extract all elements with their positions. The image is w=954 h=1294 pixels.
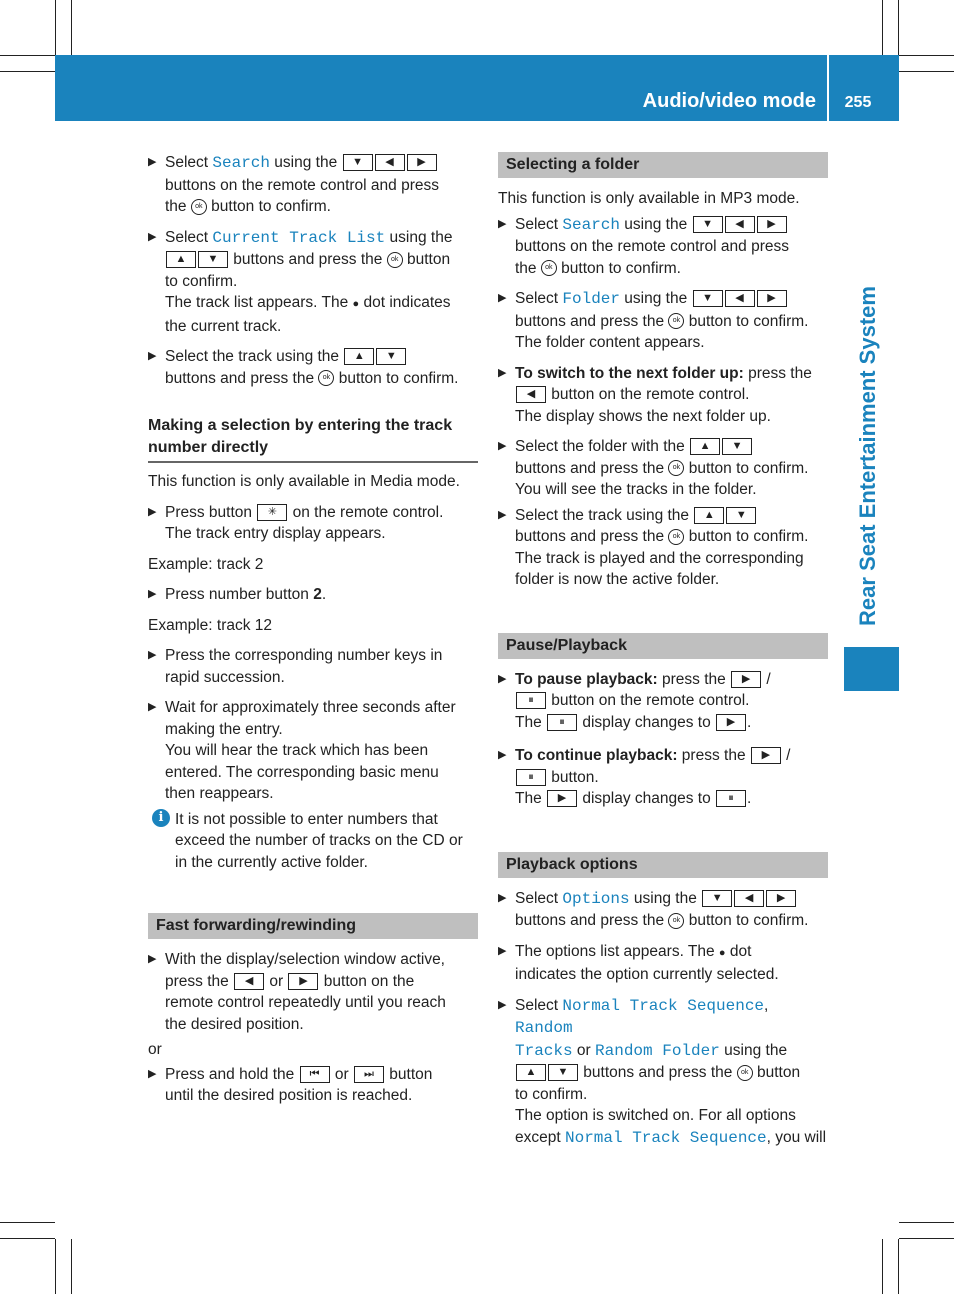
down-button-icon: ▼ bbox=[343, 154, 373, 171]
step-select-folder-with bbox=[498, 436, 828, 501]
bold-text: To switch to the next folder up: bbox=[515, 364, 744, 382]
text: buttons and press the bbox=[515, 312, 669, 330]
step-select-search bbox=[148, 152, 478, 218]
text: The track is played and the corresponding bbox=[515, 549, 804, 567]
text: button to confirm. bbox=[684, 312, 809, 330]
ok-button-icon: ok bbox=[541, 260, 557, 276]
ok-button-icon: ok bbox=[387, 252, 403, 268]
step-wait bbox=[148, 697, 478, 805]
ok-button-icon: ok bbox=[668, 313, 684, 329]
text: / bbox=[781, 747, 791, 764]
down-button-icon: ▼ bbox=[198, 251, 228, 268]
info-note bbox=[148, 809, 478, 874]
text: the bbox=[165, 198, 191, 215]
text: buttons and press the bbox=[515, 459, 669, 477]
text: using the bbox=[385, 228, 453, 246]
display-text-tracks: Tracks bbox=[515, 1041, 573, 1060]
text: / bbox=[762, 670, 771, 688]
text: except bbox=[515, 1128, 565, 1146]
ok-button-icon: ok bbox=[668, 460, 684, 476]
text: to confirm. bbox=[165, 272, 238, 290]
text: rapid succession. bbox=[165, 668, 285, 686]
text: You will see the tracks in the folder. bbox=[515, 481, 757, 498]
right-button-icon: ▶ bbox=[766, 890, 796, 907]
text: Select bbox=[515, 215, 563, 233]
pause-icon: ⏸ bbox=[516, 769, 546, 786]
up-button-icon: ▲ bbox=[516, 1064, 546, 1081]
text: You will hear the track which has been bbox=[165, 742, 429, 759]
ok-button-icon: ok bbox=[737, 1065, 753, 1081]
text: . bbox=[747, 790, 752, 807]
text: . bbox=[747, 713, 752, 731]
crop-mark bbox=[882, 0, 883, 55]
crop-mark bbox=[0, 71, 55, 72]
text: press the bbox=[677, 747, 750, 764]
text: until the desired position is reached. bbox=[165, 1087, 413, 1104]
crop-mark bbox=[899, 1238, 954, 1239]
text: using the bbox=[620, 290, 692, 307]
text: using the bbox=[620, 215, 692, 233]
step-select-search bbox=[498, 214, 828, 280]
up-button-icon: ▲ bbox=[166, 251, 196, 268]
text: Select the folder with the bbox=[515, 438, 690, 455]
bold-text: To continue playback: bbox=[515, 747, 678, 764]
text: buttons on the remote control and press bbox=[165, 176, 439, 194]
text: display changes to bbox=[578, 790, 716, 807]
step-select-track-list bbox=[148, 227, 478, 338]
crop-mark bbox=[0, 55, 55, 56]
or-label: or bbox=[148, 1041, 162, 1058]
next-track-icon: ⏭ bbox=[354, 1066, 384, 1083]
text: Press number button bbox=[165, 586, 314, 603]
text: using the bbox=[629, 889, 702, 907]
left-button-icon: ◀ bbox=[375, 154, 405, 171]
text: buttons and press the bbox=[165, 369, 319, 387]
left-button-icon: ◀ bbox=[725, 290, 755, 307]
crop-mark bbox=[899, 71, 954, 72]
crop-mark bbox=[71, 1239, 72, 1294]
text: button bbox=[752, 1064, 801, 1081]
crop-mark bbox=[0, 1222, 55, 1223]
text: folder is now the active folder. bbox=[515, 571, 720, 588]
down-button-icon: ▼ bbox=[693, 216, 723, 233]
text: button on the remote control. bbox=[547, 386, 750, 403]
text: the bbox=[515, 259, 541, 277]
text: , bbox=[764, 996, 769, 1014]
up-button-icon: ▲ bbox=[344, 348, 374, 365]
section-heading-fast-forwarding: Fast forwarding/rewinding bbox=[148, 913, 478, 939]
bold-text: To pause playback: bbox=[515, 670, 658, 688]
text: press the bbox=[165, 972, 234, 990]
text: button. bbox=[547, 768, 599, 786]
crop-mark bbox=[55, 0, 56, 55]
up-button-icon: ▲ bbox=[694, 507, 724, 524]
dot-icon: ● bbox=[352, 298, 360, 310]
step-select-track bbox=[148, 346, 478, 389]
text: The bbox=[515, 713, 547, 731]
text: buttons and press the bbox=[229, 251, 387, 268]
play-icon: ▶ bbox=[716, 714, 746, 731]
text: Select the track using the bbox=[515, 506, 694, 524]
text: ▶ Wait for approximately three seconds after bbox=[165, 699, 456, 716]
ok-button-icon: ok bbox=[668, 913, 684, 929]
section-heading-pause-playback: Pause/Playback bbox=[498, 633, 828, 659]
text: Select bbox=[165, 228, 213, 246]
text: buttons and press the bbox=[515, 912, 669, 929]
step-select-folder bbox=[498, 288, 828, 354]
text: or bbox=[572, 1041, 596, 1059]
text: button to confirm. bbox=[334, 369, 459, 387]
number-text: 2 bbox=[313, 586, 322, 603]
paragraph: This function is only available in MP3 mode. bbox=[498, 190, 800, 207]
star-button-icon: ✳ bbox=[257, 504, 287, 521]
text: Press button bbox=[165, 503, 257, 521]
text: The options list appears. The bbox=[515, 942, 719, 960]
chapter-title: Rear Seat Entertainment System bbox=[855, 286, 880, 626]
down-button-icon: ▼ bbox=[376, 348, 406, 365]
text: ▶ With the display/selection window active, bbox=[165, 951, 445, 968]
text: Press and hold the bbox=[165, 1065, 299, 1083]
crop-mark bbox=[899, 55, 954, 56]
text: to confirm. bbox=[515, 1085, 588, 1103]
text: The option is switched on. For all options bbox=[515, 1107, 796, 1124]
pause-icon: ⏸ bbox=[716, 790, 746, 807]
display-text-random: Random bbox=[515, 1019, 573, 1037]
step-options-list bbox=[498, 941, 828, 986]
text: or bbox=[330, 1065, 353, 1083]
right-button-icon: ▶ bbox=[757, 290, 787, 307]
down-button-icon: ▼ bbox=[548, 1064, 578, 1081]
text: ▶ Press the corresponding number keys in bbox=[165, 647, 443, 664]
text: button on the bbox=[319, 972, 415, 990]
text: Select bbox=[165, 154, 213, 171]
text: It is not possible to enter numbers that bbox=[175, 810, 438, 828]
crop-mark bbox=[898, 1239, 899, 1294]
display-text-random-folder: Random Folder bbox=[595, 1041, 720, 1060]
display-text-normal-sequence: Normal Track Sequence bbox=[562, 996, 765, 1015]
crop-mark bbox=[71, 0, 72, 55]
left-column bbox=[148, 152, 478, 1116]
text: press the bbox=[743, 364, 812, 382]
step-continue-playback bbox=[498, 745, 828, 810]
ok-button-icon: ok bbox=[191, 199, 207, 215]
header-divider bbox=[827, 55, 829, 121]
text: display changes to bbox=[578, 713, 716, 731]
display-text-options: Options bbox=[562, 889, 630, 908]
crop-mark bbox=[882, 1239, 883, 1294]
text: Select the track using the bbox=[165, 348, 344, 365]
example-label: Example: track 2 bbox=[148, 555, 264, 573]
text: The track entry display appears. bbox=[165, 525, 386, 542]
text: buttons on the remote control and press bbox=[515, 238, 789, 255]
step-press-keys bbox=[148, 645, 478, 688]
right-button-icon: ▶ bbox=[288, 973, 318, 990]
text: press the bbox=[657, 670, 731, 688]
display-text-folder: Folder bbox=[562, 290, 620, 308]
right-column bbox=[498, 152, 828, 1158]
play-icon: ▶ bbox=[547, 790, 577, 807]
info-icon: i bbox=[152, 809, 170, 827]
display-text-track-list: Current Track List bbox=[212, 228, 386, 247]
subheading-direct-entry: Making a selection by entering the track number directly bbox=[148, 415, 478, 463]
chapter-tab bbox=[844, 647, 899, 691]
up-button-icon: ▲ bbox=[690, 438, 720, 455]
pause-icon: ⏸ bbox=[516, 692, 546, 709]
step-next-folder-up bbox=[498, 363, 828, 428]
display-text-search: Search bbox=[212, 154, 270, 172]
text: button bbox=[402, 251, 451, 268]
text: making the entry. bbox=[165, 720, 283, 738]
text: remote control repeatedly until you reach bbox=[165, 994, 446, 1011]
text: indicates the option currently selected. bbox=[515, 966, 779, 983]
text: then reappears. bbox=[165, 785, 274, 802]
ok-button-icon: ok bbox=[318, 370, 334, 386]
section-heading-selecting-folder: Selecting a folder bbox=[498, 152, 828, 178]
text: button on the remote control. bbox=[547, 692, 750, 709]
text: Select bbox=[515, 290, 563, 307]
crop-mark bbox=[899, 1222, 954, 1223]
play-icon: ▶ bbox=[751, 747, 781, 764]
text: button to confirm. bbox=[684, 528, 809, 545]
page-title: Audio/video mode bbox=[642, 90, 816, 112]
paragraph: This function is only available in Media mode. bbox=[148, 473, 460, 490]
step-select-track bbox=[498, 505, 828, 591]
right-button-icon: ▶ bbox=[757, 216, 787, 233]
step-press-star bbox=[148, 502, 478, 545]
display-text-normal-sequence: Normal Track Sequence bbox=[564, 1128, 767, 1147]
text: in the currently active folder. bbox=[175, 853, 368, 871]
page-number: 255 bbox=[844, 94, 872, 111]
text: The bbox=[515, 790, 547, 807]
text: The track list appears. The bbox=[165, 294, 353, 311]
pause-icon: ⏸ bbox=[547, 714, 577, 731]
step-select-options bbox=[498, 888, 828, 932]
text: button bbox=[384, 1065, 433, 1083]
down-button-icon: ▼ bbox=[726, 507, 756, 524]
text: . bbox=[321, 586, 327, 603]
text: Select bbox=[515, 889, 563, 907]
text: the desired position. bbox=[165, 1015, 304, 1033]
text: using the bbox=[270, 154, 342, 171]
step-pause-playback bbox=[498, 669, 828, 734]
dot-icon: ● bbox=[718, 946, 726, 959]
step-press-number bbox=[148, 584, 478, 606]
text: The display shows the next folder up. bbox=[515, 407, 771, 425]
text: The folder content appears. bbox=[515, 334, 705, 351]
text: buttons and press the bbox=[579, 1064, 737, 1081]
left-button-icon: ◀ bbox=[725, 216, 755, 233]
text: the current track. bbox=[165, 317, 282, 335]
text: button to confirm. bbox=[206, 198, 331, 215]
left-button-icon: ◀ bbox=[516, 386, 546, 403]
text: or bbox=[265, 972, 288, 990]
example-label: Example: track 12 bbox=[148, 616, 273, 634]
text: on the remote control. bbox=[288, 503, 444, 521]
down-button-icon: ▼ bbox=[693, 290, 723, 307]
text: dot bbox=[725, 942, 752, 960]
text: exceed the number of tracks on the CD or bbox=[175, 832, 463, 849]
step-press-hold bbox=[148, 1064, 478, 1107]
crop-mark bbox=[55, 1239, 56, 1294]
section-heading-playback-options: Playback options bbox=[498, 852, 828, 878]
text: button to confirm. bbox=[556, 259, 681, 277]
crop-mark bbox=[0, 1238, 55, 1239]
down-button-icon: ▼ bbox=[722, 438, 752, 455]
down-button-icon: ▼ bbox=[702, 890, 732, 907]
play-icon: ▶ bbox=[731, 671, 761, 688]
display-text-search: Search bbox=[562, 215, 620, 234]
ok-button-icon: ok bbox=[668, 529, 684, 545]
text: using the bbox=[719, 1041, 788, 1059]
text: buttons and press the bbox=[515, 528, 669, 545]
text: , you will bbox=[766, 1128, 827, 1146]
step-fast-forward bbox=[148, 949, 478, 1035]
text: button to confirm. bbox=[684, 459, 809, 477]
crop-mark bbox=[898, 0, 899, 55]
text: Select bbox=[515, 996, 563, 1014]
left-button-icon: ◀ bbox=[234, 973, 264, 990]
text: entered. The corresponding basic menu bbox=[165, 763, 439, 781]
step-select-sequence bbox=[498, 995, 828, 1150]
text: dot indicates bbox=[359, 294, 451, 311]
text: button to confirm. bbox=[684, 912, 809, 929]
right-button-icon: ▶ bbox=[407, 154, 437, 171]
left-button-icon: ◀ bbox=[734, 890, 764, 907]
previous-track-icon: ⏮ bbox=[300, 1066, 330, 1083]
